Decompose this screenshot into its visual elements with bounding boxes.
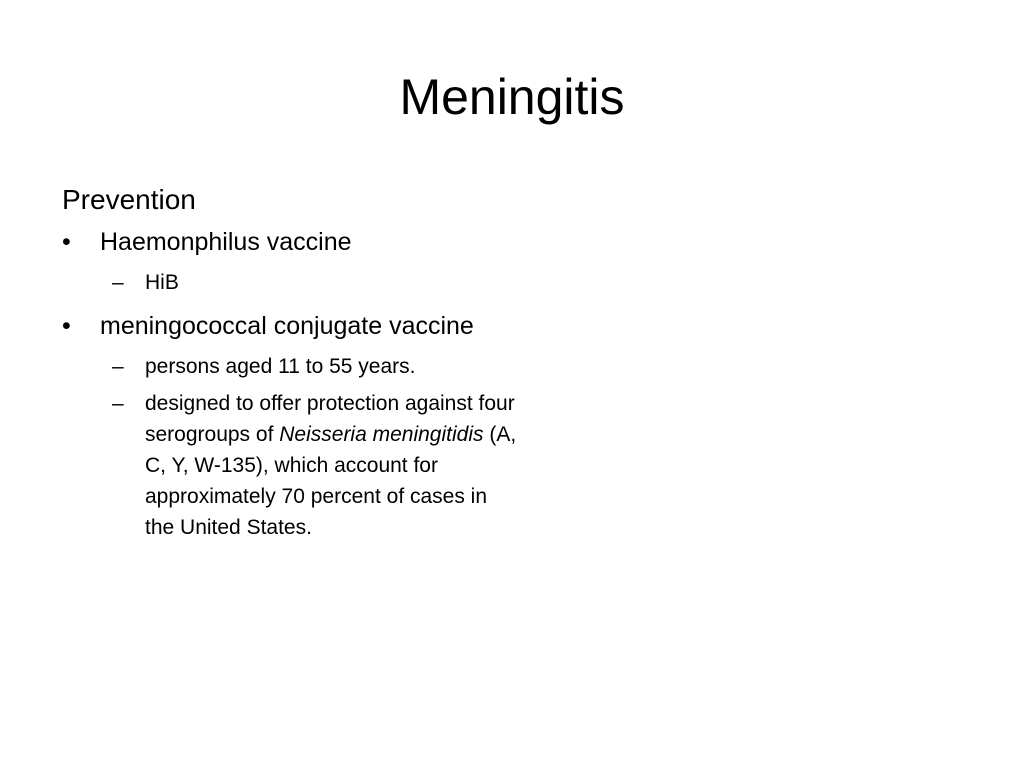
sub-bullet-serogroups <box>62 388 522 543</box>
bullet-meningococcal <box>62 308 522 345</box>
bullet-text: meningococcal conjugate vaccine <box>100 312 474 340</box>
bullet-haemophilus <box>62 224 522 261</box>
bullet-text: Haemonphilus vaccine <box>100 228 352 256</box>
sub-bullet-text-before: designed to offer protection against four serogroups of <box>145 392 515 446</box>
sub-bullet-hib <box>62 267 522 298</box>
section-heading: Prevention <box>62 184 196 215</box>
organism-name: Neisseria meningitidis <box>279 423 484 446</box>
sub-bullet-age-range <box>62 351 522 382</box>
dash-marker: – <box>112 392 124 415</box>
slide-title: Meningitis <box>399 69 625 125</box>
dash-marker: – <box>112 355 124 378</box>
sub-bullet-text-after: (A, C, Y, W-135), which account for approximately 70 percent of cases in the United States. <box>145 423 517 539</box>
dash-marker: – <box>112 271 124 294</box>
slide-body <box>62 180 522 543</box>
bullet-marker: • <box>62 312 71 340</box>
sub-bullet-text: persons aged 11 to 55 years. <box>145 355 416 378</box>
bullet-marker: • <box>62 228 71 256</box>
sub-bullet-text: HiB <box>145 271 179 294</box>
